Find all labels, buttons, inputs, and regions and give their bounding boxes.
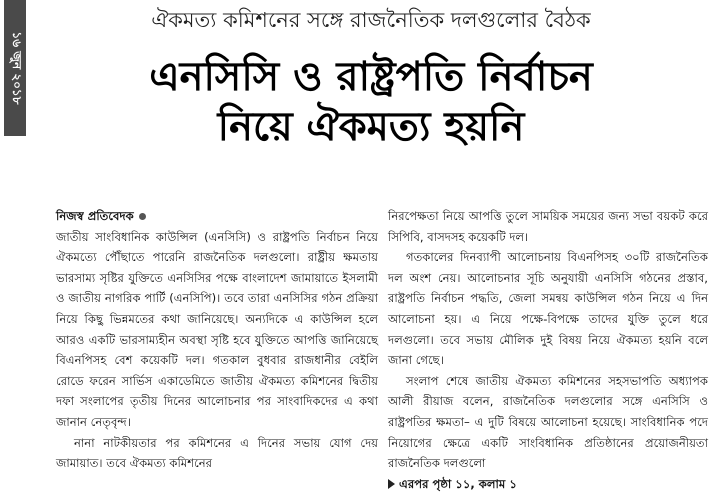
kicker: ঐকমত্য কমিশনের সঙ্গে রাজনৈতিক দলগুলোর বৈঠক [151,8,591,32]
date-strip [4,0,26,136]
article-column-left [56,206,378,474]
headline-line-1: এনসিসি ও রাষ্ট্রপতি নির্বাচন [149,54,593,100]
byline: নিজস্ব প্রতিবেদক [56,209,134,223]
article-column-right [388,206,708,494]
paragraph-4: গতকালের দিনব্যাপী আলোচনায় বিএনপিসহ ৩০টি রাজনৈতিক দল অংশ নেয়। আলোচনার সূচি অনুযায়ী এনসিসি গঠনের প্রস্তাব, রাষ্ট্রপতি নির্বাচন পদ্ধতি, জেলা সমন্বয় কাউন্সিল গঠন নিয়ে এ দিন আলোচনা হয়। এ নিয়ে পক্ষে-বিপক্ষে তাদের যুক্তি তুলে ধরে দলগুলো। তবে সভায় মৌলিক দুই বিষয় নিয়ে ঐকমত্য হয়নি বলে জানা গেছে। [388,250,708,368]
paragraph-3: নিরপেক্ষতা নিয়ে আপত্তি তুলে সাময়িক সময়ের জন্য সভা বয়কট করে সিপিবি, বাসদসহ কয়েকটি দল। [388,209,708,244]
continuation-row [388,474,708,494]
paragraph-1: জাতীয় সাংবিধানিক কাউন্সিল (এনসিসি) ও রাষ্ট্রপতি নির্বাচন নিয়ে ঐকমত্যে পৌঁছাতে পারেনি রাজনৈতিক দলগুলো। রাষ্ট্রীয় ক্ষমতায় ভারসাম্য সৃষ্টির যুক্তিতে এনসিসির পক্ষে বাংলাদেশ জামায়াতে ইসলামী ও জাতীয় নাগরিক পার্টি (এনসিপি)। তবে তারা এনসিসির গঠন প্রক্রিয়া নিয়ে কিছু ভিন্নমতের কথা জানিয়েছে। অন্যদিকে এ কাউন্সিল হলে আরও একটি ভারসাম্যহীন অবস্থা সৃষ্টি হবে যুক্তিতে আপত্তি জানিয়েছে বিএনপিসহ বেশ কয়েকটি দল। গতকাল বুধবার রাজধানীর বেইলি রোডে ফরেন সার্ভিস একাডেমিতে জাতীয় ঐকমত্য কমিশনের দ্বিতীয় দফা সংলাপের তৃতীয় দিনের আলোচনার পর সাংবাদিকদের এ কথা জানান নেতৃবৃন্দ। [56,229,378,429]
publication-date: ১৬ জুন ২০১৮ [10,31,24,105]
headline-line-2: নিয়ে ঐকমত্য হয়নি [217,104,525,150]
bullet-dot-icon [139,213,146,220]
paragraph-5: সংলাপ শেষে জাতীয় ঐকমত্য কমিশনের সহসভাপতি অধ্যাপক আলী রীয়াজ বলেন, রাজনৈতিক দলগুলোর সঙ্গে এনসিসি ও রাষ্ট্রপতির ক্ষমতা– এ দুটি বিষয়ে আলোচনা হয়েছে। সাংবিধানিক পদে নিয়োগের ক্ষেত্রে একটি সাংবিধানিক প্রতিষ্ঠানের প্রয়োজনীয়তা রাজনৈতিক দলগুলো [388,373,708,471]
paragraph-2: নানা নাটকীয়তার পর কমিশনের এ দিনের সভায় যোগ দেয় জামায়াত। তবে ঐকমত্য কমিশনের [56,435,378,471]
continuation-note: এরপর পৃষ্ঠা ১১, কলাম ১ [399,476,517,491]
headline [36,52,706,152]
triangle-pointer-icon [388,479,395,489]
byline-row [56,206,378,227]
